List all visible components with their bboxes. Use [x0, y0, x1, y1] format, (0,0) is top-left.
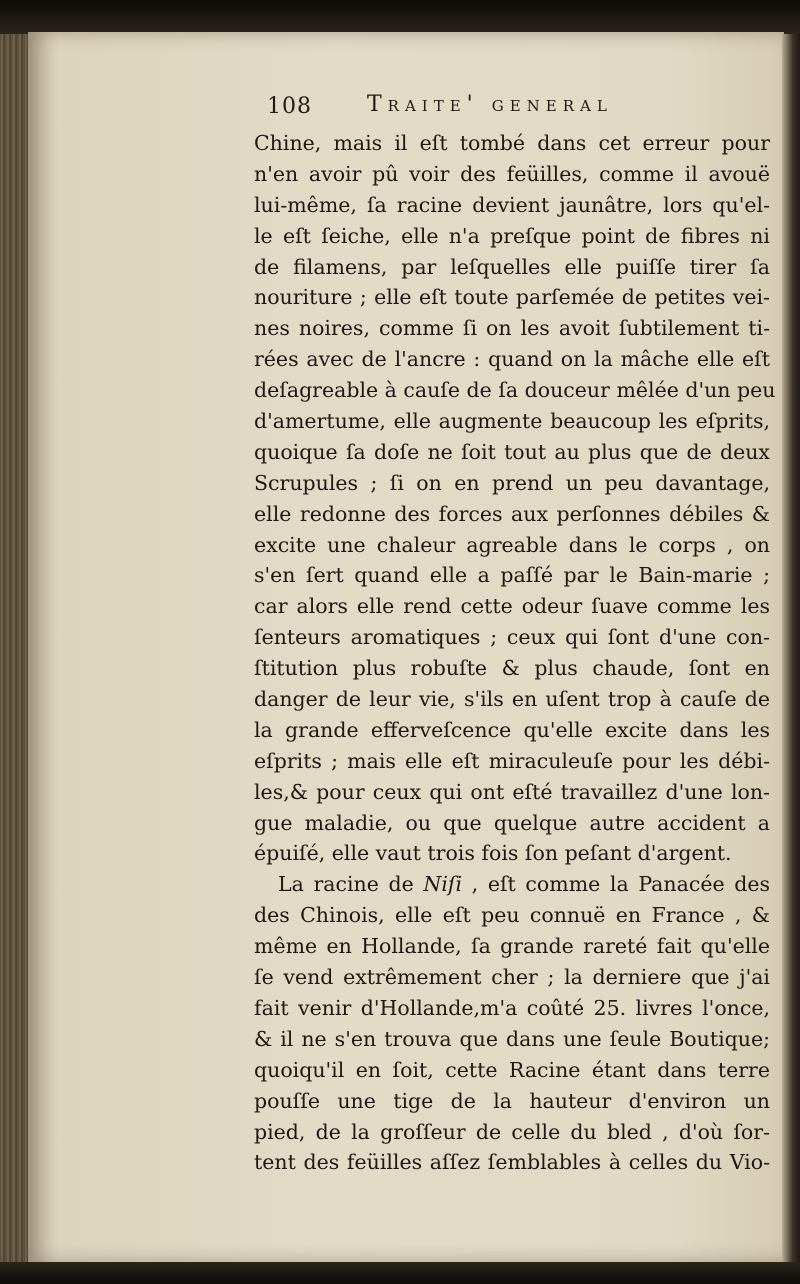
text-line: & il ne s'en trouva que dans une ſeule Boutique; — [254, 1026, 770, 1051]
text-line: rées avec de l'ancre : quand on la mâche elle eſt — [254, 347, 770, 372]
text-line: le eſt ſeiche, elle n'a preſque point de fibres ni — [254, 223, 770, 248]
scan-top-shadow — [0, 0, 800, 34]
text-line: quoique ſa doſe ne ſoit tout au plus que de deux — [254, 439, 770, 464]
plant-name: Niſi — [423, 872, 463, 897]
text-line: pied, de la groſſeur de celle du bled , d'où ſor- — [254, 1119, 770, 1144]
scan-bottom-shadow — [0, 1262, 800, 1284]
text-line: d'amertume, elle augmente beaucoup les eſprits, — [254, 409, 770, 434]
text-line: fait venir d'Hollande,m'a coûté 25. livres l'once, — [254, 995, 770, 1020]
text-line: danger de leur vie, s'ils en uſent trop à cauſe de — [254, 687, 770, 712]
text-line: des Chinois, elle eſt peu connuë en France , & — [254, 903, 770, 928]
text-line: ſtitution plus robuſte & plus chaude, ſont en — [254, 656, 770, 681]
running-title: Traite' general — [367, 92, 613, 117]
page-number: 108 — [267, 94, 312, 119]
text-line: les,& pour ceux qui ont eſté travaillez d'une lon- — [254, 779, 770, 804]
text-line: elle redonne des forces aux perſonnes débiles & — [254, 501, 770, 526]
text-line: nouriture ; elle eſt toute parſemée de petites vei- — [254, 285, 770, 310]
text-line: quoiqu'il en ſoit, cette Racine étant dans terre — [254, 1057, 770, 1082]
text-line: n'en avoir pû voir des feüilles, comme il avouë — [254, 161, 770, 186]
text-line: pouſſe une tige de la hauteur d'environ un — [254, 1088, 770, 1113]
text-line: s'en ſert quand elle a paſſé par le Bain-marie ; — [254, 563, 770, 588]
text-line: Scrupules ; ſi on en prend un peu davantage, — [254, 470, 770, 495]
text-line: ſe vend extrêmement cher ; la derniere que j'ai — [254, 965, 770, 990]
text-fragment: La racine de — [278, 872, 424, 897]
text-line: tent des feüilles aſſez ſemblables à celles du Vio- — [254, 1150, 770, 1175]
text-line: nes noires, comme ſi on les avoit ſubtilement ti- — [254, 316, 770, 341]
text-line: lui-même, ſa racine devient jaunâtre, lors qu'el- — [254, 192, 770, 217]
text-line: Chine, mais il eſt tombé dans cet erreur pour — [254, 131, 770, 155]
text-line: deſagreable à cauſe de ſa douceur mêlée d'un peu — [254, 378, 776, 403]
text-fragment: , eſt comme la Panacée des — [462, 872, 770, 897]
page-header — [267, 86, 687, 126]
body-text — [254, 128, 776, 1178]
text-line: excite une chaleur agreable dans le corps , on — [254, 532, 770, 557]
text-line: ſenteurs aromatiques ; ceux qui ſont d'une con- — [254, 625, 770, 650]
text-line: de filamens, par leſquelles elle puiſſe tirer ſa — [254, 254, 770, 279]
text-line: la grande efferveſcence qu'elle excite dans les — [254, 717, 770, 742]
book-gutter — [0, 34, 30, 1262]
text-line: gue maladie, ou que quelque autre accident a — [254, 810, 770, 835]
text-line: eſprits ; mais elle eſt miraculeuſe pour les débi- — [254, 748, 770, 773]
paragraph-first-line — [254, 869, 770, 900]
text-line: même en Hollande, ſa grande rareté fait qu'elle — [254, 934, 770, 959]
page-right-edge — [782, 34, 800, 1262]
text-line: car alors elle rend cette odeur ſuave comme les — [254, 594, 770, 619]
text-line: épuiſé, elle vaut trois fois ſon peſant d'argent. — [254, 841, 732, 866]
